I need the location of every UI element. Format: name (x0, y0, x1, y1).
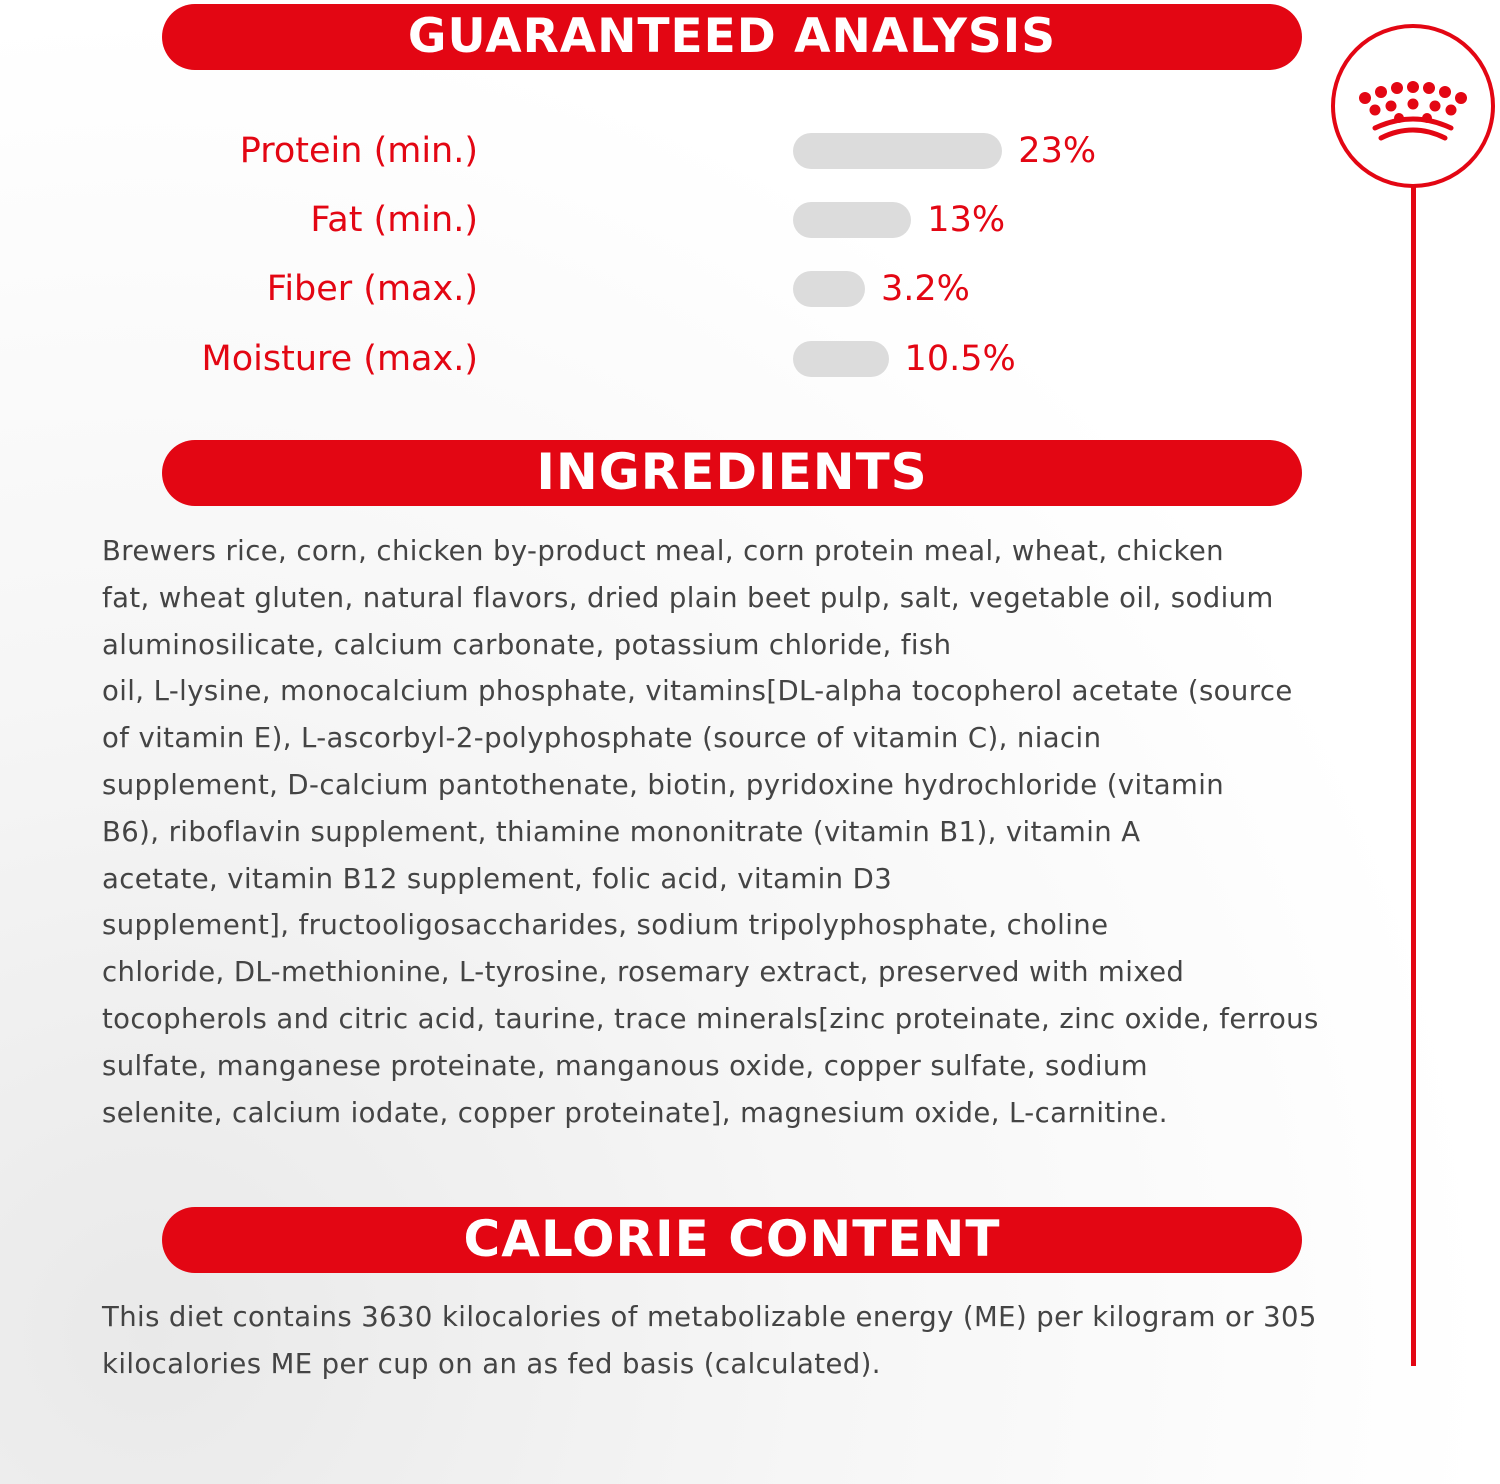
analysis-label: Fat (min.) (310, 200, 478, 240)
analysis-bar (793, 271, 865, 307)
ingredients-line: Brewers rice, corn, chicken by-product meal, corn protein meal, wheat, chicken (102, 535, 1225, 567)
ingredients-line: sulfate, manganese proteinate, manganous oxide, copper sulfate, sodium (102, 1049, 1148, 1082)
analysis-bar (793, 202, 911, 238)
analysis-label: Moisture (max.) (201, 339, 478, 379)
ingredients-line: supplement, D-calcium pantothenate, biotin, pyridoxine hydrochloride (vitamin (102, 768, 1225, 801)
analysis-row (0, 269, 1200, 309)
ingredients-line: supplement], fructooligosaccharides, sodium tripolyphosphate, choline (102, 909, 1109, 942)
analysis-value: 23% (1018, 131, 1097, 171)
ingredients-line: of vitamin E), L-ascorbyl-2-polyphosphate (source of vitamin C), niacin (102, 722, 1102, 755)
analysis-value: 10.5% (904, 339, 1016, 379)
calorie-content-banner (162, 1207, 1302, 1273)
ingredients-line: aluminosilicate, calcium carbonate, potassium chloride, fish (102, 628, 952, 661)
calorie-line: This diet contains 3630 kilocalories of metabolizable energy (ME) per kilogram or 305 (102, 1301, 1317, 1333)
ingredients-line: B6), riboflavin supplement, thiamine mononitrate (vitamin B1), vitamin A (102, 815, 1141, 848)
timeline-line (1411, 186, 1416, 1366)
calorie-content-title: CALORIE CONTENT (463, 1210, 1001, 1268)
ingredients-line: tocopherols and citric acid, taurine, trace minerals[zinc proteinate, zinc oxide, ferrous (102, 1002, 1319, 1035)
ingredients-line: oil, L-lysine, monocalcium phosphate, vitamins[DL-alpha tocopherol acetate (source (102, 675, 1293, 708)
ingredients-line: chloride, DL-methionine, L-tyrosine, rosemary extract, preserved with mixed (102, 956, 1185, 989)
analysis-row (0, 200, 1200, 240)
ingredients-banner (162, 440, 1302, 506)
crown-badge (1331, 24, 1495, 188)
analysis-bar (793, 341, 889, 377)
ingredients-title: INGREDIENTS (536, 443, 928, 501)
calorie-line: kilocalories ME per cup on an as fed basis (calculated). (102, 1347, 881, 1380)
analysis-value: 13% (927, 200, 1006, 240)
ingredients-line: fat, wheat gluten, natural flavors, dried plain beet pulp, salt, vegetable oil, sodium (102, 581, 1274, 614)
ingredients-text (102, 528, 1319, 1136)
guaranteed-analysis-banner (162, 4, 1302, 70)
calorie-content-text (102, 1294, 1317, 1388)
crown-icon (1335, 28, 1491, 184)
analysis-row (0, 131, 1200, 171)
analysis-row (0, 339, 1200, 379)
analysis-label: Protein (min.) (239, 131, 478, 171)
ingredients-line: selenite, calcium iodate, copper proteinate], magnesium oxide, L-carnitine. (102, 1096, 1168, 1129)
analysis-value: 3.2% (881, 269, 970, 309)
analysis-label: Fiber (max.) (266, 269, 478, 309)
analysis-bar (793, 133, 1002, 169)
ingredients-line: acetate, vitamin B12 supplement, folic acid, vitamin D3 (102, 862, 893, 895)
guaranteed-analysis-title: GUARANTEED ANALYSIS (407, 8, 1057, 64)
